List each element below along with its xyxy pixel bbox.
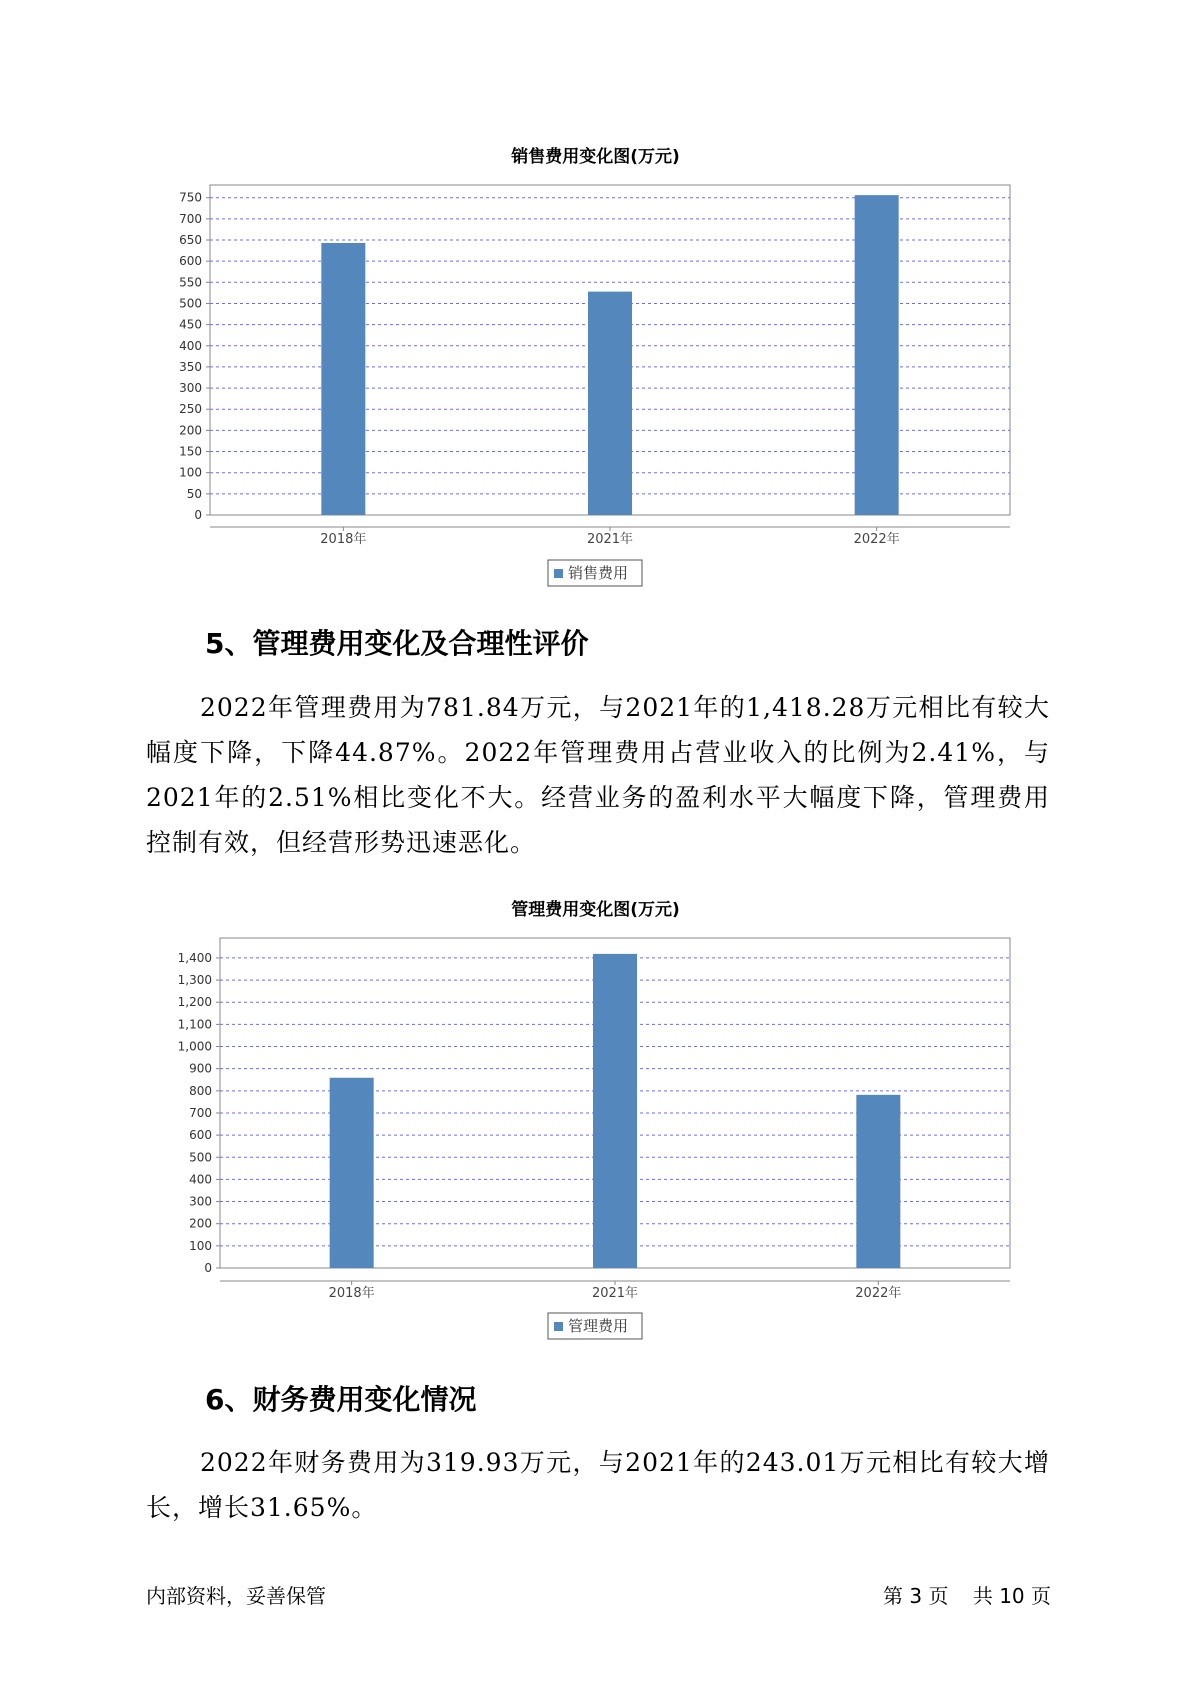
footer-confidential: 内部资料，妥善保管 <box>146 1584 326 1608</box>
legend-swatch <box>554 1322 563 1331</box>
y-tick-label: 300 <box>179 381 202 396</box>
y-tick-label: 150 <box>179 444 202 459</box>
y-tick-label: 500 <box>189 1150 212 1165</box>
y-tick-label: 650 <box>179 233 202 247</box>
y-tick-label: 0 <box>194 508 202 522</box>
page-current: 3 <box>909 1584 923 1608</box>
legend-label: 管理费用 <box>568 1317 629 1335</box>
x-tick-label: 2022年 <box>853 532 900 547</box>
total-prefix: 共 <box>972 1584 993 1608</box>
footer-page-number <box>883 1580 1051 1609</box>
section-6-heading: 6、财务费用变化情况 <box>205 1383 477 1416</box>
y-tick-label: 600 <box>189 1128 212 1143</box>
x-tick-label: 2021年 <box>586 532 634 547</box>
y-tick-label: 200 <box>189 1216 212 1231</box>
sales-expense-chart-title: 销售费用变化图(万元) <box>511 147 680 167</box>
section-5-heading: 5、管理费用变化及合理性评价 <box>205 627 589 660</box>
section-5-paragraph: 2022年管理费用为781.84万元，与2021年的1,418.28万元相比有较大幅度下降，下降44.87%。2022年管理费用占营业收入的比例为2.41%，与2021年的2.51%相比变化不大。经营业务的盈利水平大幅度下降，管理费用控制有效，但经营形势迅速恶化。 <box>146 693 1050 857</box>
y-tick-label: 800 <box>189 1083 212 1098</box>
legend <box>548 1313 642 1339</box>
y-tick-label: 0 <box>204 1261 212 1275</box>
admin-expense-chart-title: 管理费用变化图(万元) <box>511 900 680 920</box>
y-tick-label: 500 <box>179 296 202 311</box>
bar <box>593 954 637 1268</box>
legend-label: 销售费用 <box>568 564 629 582</box>
total-pages: 10 <box>999 1584 1025 1608</box>
y-tick-label: 1,000 <box>177 1039 212 1054</box>
y-tick-label: 400 <box>189 1172 212 1187</box>
x-tick-label: 2018年 <box>320 532 367 547</box>
y-tick-label: 300 <box>189 1194 212 1209</box>
y-tick-label: 900 <box>189 1061 212 1076</box>
page-prefix: 第 <box>883 1584 904 1608</box>
total-unit: 页 <box>1031 1584 1051 1608</box>
y-tick-label: 350 <box>179 359 202 374</box>
x-tick-label: 2018年 <box>328 1286 375 1301</box>
y-tick-label: 400 <box>179 338 202 353</box>
y-tick-label: 550 <box>179 275 202 290</box>
y-tick-label: 1,100 <box>177 1017 212 1032</box>
x-tick-label: 2021年 <box>591 1286 639 1301</box>
y-tick-label: 100 <box>189 1238 212 1253</box>
y-tick-label: 1,400 <box>177 950 212 965</box>
y-tick-label: 100 <box>179 465 202 480</box>
y-tick-label: 200 <box>179 423 202 438</box>
y-tick-label: 600 <box>179 254 202 269</box>
y-tick-label: 1,300 <box>177 973 212 988</box>
y-tick-label: 50 <box>186 486 202 501</box>
y-tick-label: 700 <box>179 211 202 226</box>
y-tick-label: 700 <box>189 1105 212 1120</box>
bar <box>856 1095 900 1268</box>
section-6-paragraph: 2022年财务费用为319.93万元，与2021年的243.01万元相比有较大增长，增长31.65%。 <box>146 1448 1050 1522</box>
page-unit: 页 <box>928 1584 949 1608</box>
y-tick-label: 1,200 <box>177 995 212 1010</box>
y-tick-label: 450 <box>179 317 202 332</box>
x-tick-label: 2022年 <box>855 1286 902 1301</box>
y-tick-label: 750 <box>179 190 202 205</box>
bar <box>330 1078 374 1268</box>
y-tick-label: 250 <box>179 402 202 417</box>
